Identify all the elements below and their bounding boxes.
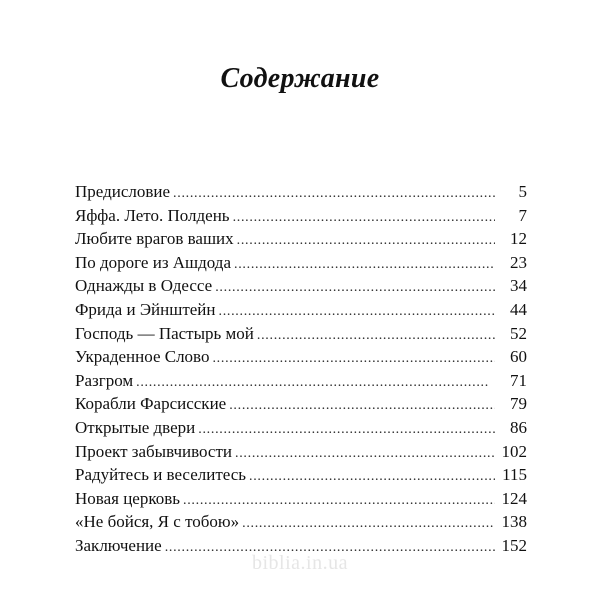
toc-entry-page: 44 — [510, 299, 527, 319]
toc-entry-page: 124 — [501, 488, 527, 508]
toc-entry-page: 23 — [510, 252, 527, 272]
toc-entry-title: «Не бойся, Я с тобою» — [75, 512, 240, 532]
toc-entry-page: 102 — [501, 441, 527, 461]
toc-entry-title: Открытые двери — [75, 417, 196, 437]
dot-leader — [235, 442, 495, 466]
dot-leader — [198, 418, 495, 442]
toc-entry — [75, 274, 527, 298]
toc-entry-title: Корабли Фарсисские — [75, 394, 227, 414]
toc-entry-page: 71 — [510, 370, 527, 390]
toc-entry-page: 79 — [510, 394, 527, 414]
toc-entry-page: 52 — [510, 323, 527, 343]
toc-entry — [75, 345, 527, 369]
dot-leader — [233, 206, 495, 230]
toc-entry-title: Однажды в Одессе — [75, 276, 213, 296]
toc-entry-title: Украденное Слово — [75, 347, 210, 367]
watermark: biblia.in.ua — [252, 552, 348, 574]
toc-entry — [75, 510, 527, 534]
toc-entry-title: Предисловие — [75, 182, 171, 201]
toc-entry — [75, 204, 527, 228]
toc-entry-page: 60 — [510, 347, 527, 367]
toc-entry — [75, 440, 527, 464]
toc-entry — [75, 416, 527, 440]
toc-entry — [75, 487, 527, 511]
dot-leader — [229, 394, 495, 418]
dot-leader — [215, 276, 495, 300]
toc-entry-page: 7 — [518, 205, 527, 225]
toc-entry — [75, 392, 527, 416]
dot-leader — [219, 300, 496, 324]
dot-leader — [242, 512, 495, 536]
toc-entry — [75, 180, 527, 204]
dot-leader — [237, 229, 495, 253]
toc-entry-title: Любите врагов ваших — [75, 229, 234, 249]
dot-leader — [257, 324, 495, 348]
dot-leader — [212, 347, 495, 371]
toc-entry-title: По дороге из Ашдода — [75, 252, 232, 272]
toc-entry-title: Новая церковь — [75, 488, 181, 508]
toc-entry-title: Радуйтесь и веселитесь — [75, 465, 247, 485]
toc-entry-page: 86 — [510, 417, 527, 437]
dot-leader — [136, 371, 495, 395]
toc-entry — [75, 463, 527, 487]
page-title: Содержание — [220, 63, 380, 94]
toc-entry — [75, 251, 527, 275]
toc-entry-title: Разгром — [75, 370, 134, 390]
dot-leader — [249, 465, 495, 489]
dot-leader — [183, 489, 495, 513]
toc-entry — [75, 227, 527, 251]
toc-entry — [75, 322, 527, 346]
toc-entry-page: 34 — [510, 276, 527, 296]
toc-entry-page: 115 — [502, 465, 527, 485]
toc-entry — [75, 298, 527, 322]
table-of-contents — [75, 180, 527, 558]
toc-entry-page: 5 — [518, 182, 527, 201]
toc-entry-title: Заключение — [75, 535, 162, 555]
dot-leader — [234, 253, 495, 277]
toc-entry-title: Проект забывчивости — [75, 441, 233, 461]
toc-entry-page: 152 — [501, 535, 527, 555]
toc-entry-page: 138 — [501, 512, 527, 532]
toc-entry-title: Яффа. Лето. Полдень — [75, 205, 230, 225]
toc-entry — [75, 369, 527, 393]
toc-entry-page: 12 — [510, 229, 527, 249]
dot-leader — [173, 182, 495, 206]
toc-entry-title: Господь — Пастырь мой — [75, 323, 254, 343]
toc-entry-title: Фрида и Эйнштейн — [75, 299, 216, 319]
